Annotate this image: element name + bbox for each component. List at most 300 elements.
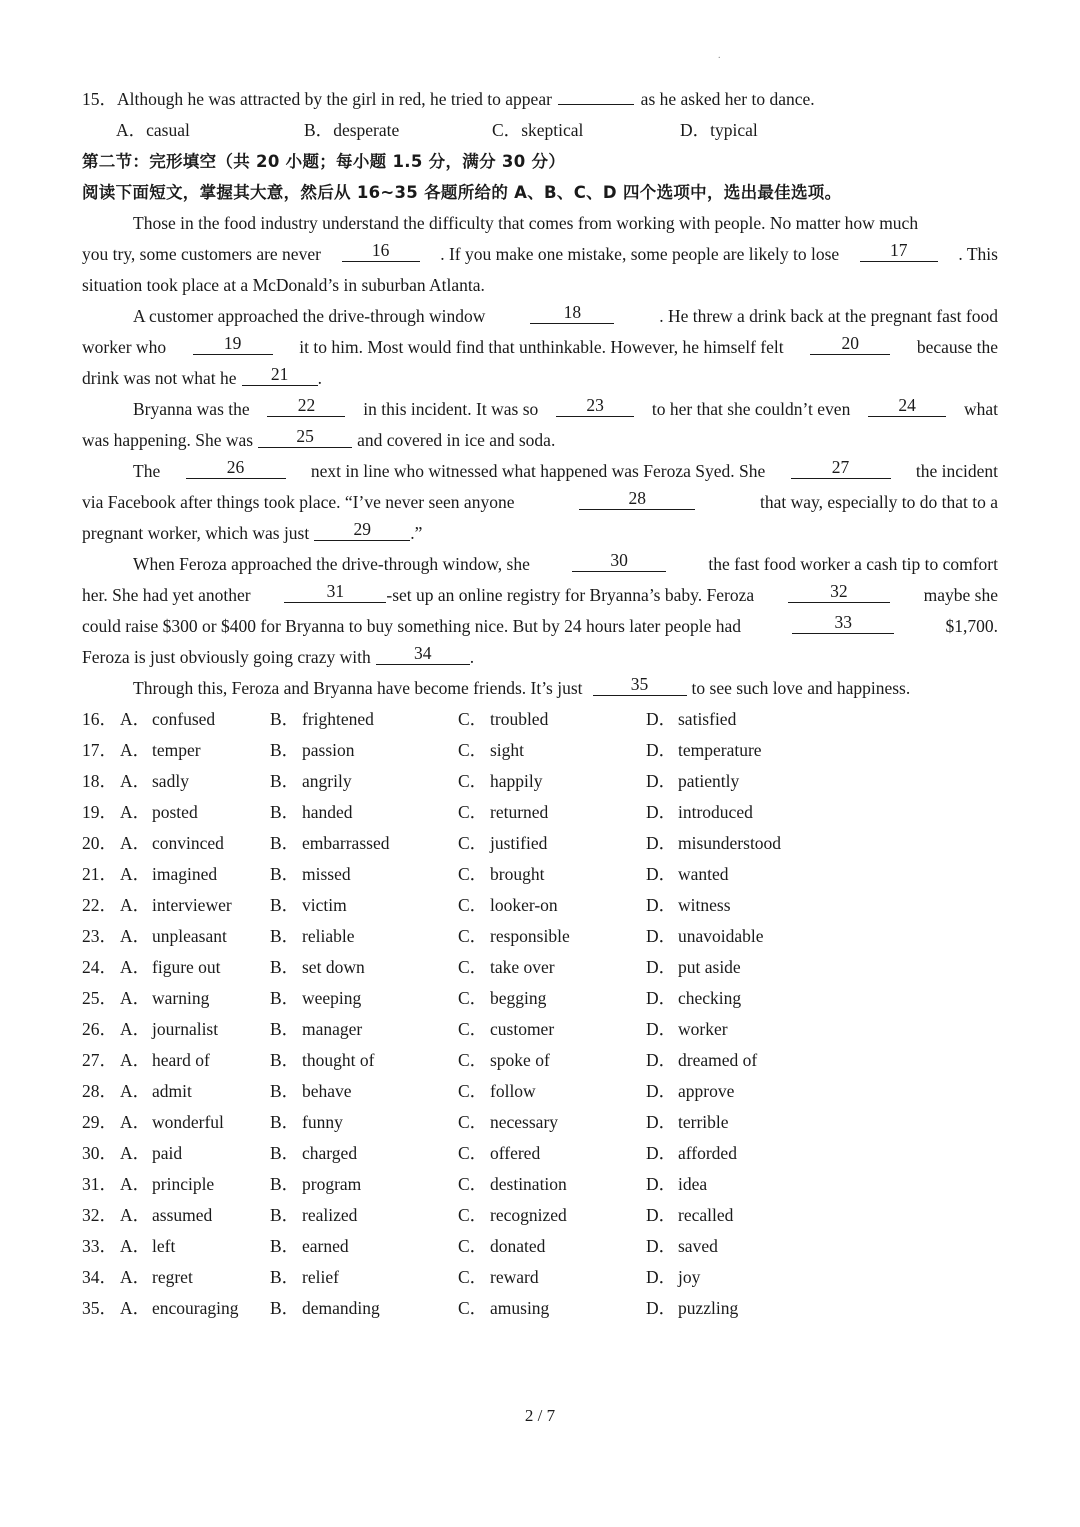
option-text: funny — [302, 1112, 343, 1132]
option-letter: A． — [120, 709, 151, 729]
answer-blank[interactable] — [558, 84, 634, 105]
option-letter: A． — [120, 988, 151, 1008]
option-text: manager — [302, 1019, 363, 1039]
option-d[interactable] — [646, 1200, 846, 1231]
option-a[interactable] — [82, 1262, 270, 1293]
option-c[interactable] — [458, 1076, 646, 1107]
option-letter: A． — [120, 1298, 151, 1318]
option-b[interactable] — [270, 983, 458, 1014]
option-d[interactable] — [646, 1231, 846, 1262]
option-letter: C． — [458, 1081, 488, 1101]
option-a[interactable] — [82, 1231, 270, 1262]
blank-24[interactable]: 24 — [868, 394, 946, 417]
option-letter: C． — [458, 957, 488, 977]
option-a[interactable]: A．casual — [116, 120, 190, 140]
option-letter: B． — [270, 709, 300, 729]
option-a[interactable] — [82, 766, 270, 797]
option-b[interactable] — [270, 890, 458, 921]
option-b[interactable] — [270, 704, 458, 735]
passage-line: drink was not what he 21 . — [82, 364, 322, 388]
option-text: victim — [302, 895, 347, 915]
option-letter: B． — [270, 1205, 300, 1225]
blank-26[interactable]: 26 — [186, 456, 286, 479]
option-letter: D． — [646, 1019, 677, 1039]
option-text: handed — [302, 802, 353, 822]
option-text: weeping — [302, 988, 362, 1008]
blank-32[interactable]: 32 — [788, 580, 890, 603]
option-letter: D． — [646, 1174, 677, 1194]
option-letter: C． — [458, 1267, 488, 1287]
option-c[interactable] — [458, 1169, 646, 1200]
option-a[interactable] — [82, 704, 270, 735]
option-b[interactable] — [270, 1076, 458, 1107]
option-letter: A． — [120, 1081, 151, 1101]
stray-dot: . — [718, 50, 721, 61]
blank-17[interactable]: 17 — [860, 239, 938, 262]
option-text: follow — [490, 1081, 536, 1101]
option-b[interactable]: B．desperate — [304, 120, 400, 140]
option-text: donated — [490, 1236, 546, 1256]
option-letter: B． — [270, 1050, 300, 1070]
option-text: wanted — [678, 864, 729, 884]
question-number: 15． — [82, 89, 117, 109]
stem-text: Although he was attracted by the girl in red, he tried to appear — [117, 89, 552, 109]
section-instruction: 阅读下面短文，掌握其大意，然后从 16~35 各题所给的 A、B、C、D 四个选项中，选出最佳选项。 — [82, 183, 842, 202]
option-text: necessary — [490, 1112, 559, 1132]
question-row — [82, 828, 998, 859]
option-text: destination — [490, 1174, 567, 1194]
option-a[interactable] — [82, 1045, 270, 1076]
question-number: 31． — [82, 1174, 117, 1194]
blank-16[interactable]: 16 — [342, 239, 420, 262]
option-letter: B． — [270, 1081, 300, 1101]
option-b[interactable] — [270, 766, 458, 797]
option-text: offered — [490, 1143, 541, 1163]
option-c[interactable] — [458, 766, 646, 797]
passage-line: When Feroza approached the drive-through window, she 30 the fast food worker a cash tip to comfort — [133, 550, 998, 574]
passage-line: Through this, Feroza and Bryanna have become friends. It’s just 35 to see such love and happiness. — [133, 674, 911, 698]
option-b[interactable] — [270, 1107, 458, 1138]
option-letter: D． — [646, 1236, 677, 1256]
option-d[interactable] — [646, 1138, 846, 1169]
option-a[interactable] — [82, 859, 270, 890]
option-c[interactable] — [458, 828, 646, 859]
option-a[interactable] — [82, 983, 270, 1014]
blank-22[interactable]: 22 — [267, 394, 345, 417]
option-text: troubled — [490, 709, 549, 729]
option-text: warning — [152, 988, 210, 1008]
option-letter: C． — [458, 1050, 488, 1070]
option-d[interactable] — [646, 1014, 846, 1045]
option-d[interactable] — [646, 1076, 846, 1107]
option-c[interactable] — [458, 1138, 646, 1169]
question-number: 23． — [82, 926, 117, 946]
question-row — [82, 1076, 998, 1107]
option-text: convinced — [152, 833, 224, 853]
passage-line: Feroza is just obviously going crazy with 34 . — [82, 643, 475, 667]
option-letter: B． — [270, 926, 300, 946]
option-letter: D． — [646, 1143, 677, 1163]
option-letter: C． — [458, 895, 488, 915]
passage-line: via Facebook after things took place. “I’ve never seen anyone 28 that way, especially to do that to a — [82, 488, 998, 512]
question-number: 24． — [82, 957, 117, 977]
option-d[interactable] — [646, 797, 846, 828]
option-text: looker-on — [490, 895, 558, 915]
option-b[interactable] — [270, 735, 458, 766]
option-text: interviewer — [152, 895, 232, 915]
question-row — [82, 735, 998, 766]
question-number: 28． — [82, 1081, 117, 1101]
blank-30[interactable]: 30 — [572, 549, 666, 572]
option-b[interactable] — [270, 1045, 458, 1076]
option-letter: D． — [646, 988, 677, 1008]
option-letter: B． — [270, 895, 300, 915]
passage-line: was happening. She was 25 and covered in ice and soda. — [82, 426, 556, 450]
question-row — [82, 983, 998, 1014]
option-letter: D． — [646, 709, 677, 729]
blank-31[interactable]: 31 — [284, 580, 386, 603]
option-letter: D． — [646, 1267, 677, 1287]
blank-23[interactable]: 23 — [556, 394, 634, 417]
option-letter: B． — [270, 740, 300, 760]
option-letter: D． — [646, 833, 677, 853]
option-text: program — [302, 1174, 362, 1194]
passage-line: Those in the food industry understand the difficulty that comes from working with people. No matter how much — [133, 213, 919, 233]
option-b[interactable] — [270, 921, 458, 952]
option-letter: D． — [646, 895, 677, 915]
option-text: returned — [490, 802, 549, 822]
question-row — [82, 1231, 998, 1262]
option-b[interactable] — [270, 797, 458, 828]
option-letter: C． — [458, 709, 488, 729]
option-letter: B． — [270, 802, 300, 822]
option-b[interactable] — [270, 1231, 458, 1262]
option-d[interactable]: D．typical — [680, 120, 758, 140]
option-letter: C． — [458, 1112, 488, 1132]
blank-27[interactable]: 27 — [791, 456, 891, 479]
page-content — [82, 84, 998, 1324]
question-number: 26． — [82, 1019, 117, 1039]
option-text: posted — [152, 802, 198, 822]
option-d[interactable] — [646, 735, 846, 766]
option-letter: A． — [120, 1267, 151, 1287]
option-letter: A． — [120, 1019, 151, 1039]
option-text: put aside — [678, 957, 741, 977]
cloze-options-list — [82, 704, 998, 1324]
blank-20[interactable]: 20 — [810, 332, 890, 355]
option-c[interactable] — [458, 890, 646, 921]
blank-25[interactable]: 25 — [258, 425, 352, 448]
option-letter: C． — [458, 802, 488, 822]
question-15-stem — [82, 84, 998, 115]
option-text: wonderful — [152, 1112, 224, 1132]
option-text: confused — [152, 709, 216, 729]
question-number: 35． — [82, 1298, 117, 1318]
option-a[interactable] — [82, 1169, 270, 1200]
option-letter: A． — [120, 1112, 151, 1132]
option-b[interactable] — [270, 1262, 458, 1293]
option-a[interactable] — [82, 797, 270, 828]
option-d[interactable] — [646, 1107, 846, 1138]
option-text: behave — [302, 1081, 352, 1101]
option-text: responsible — [490, 926, 570, 946]
passage-line: her. She had yet another 31 -set up an online registry for Bryanna’s baby. Feroza 32 maybe she — [82, 581, 998, 605]
option-text: misunderstood — [678, 833, 782, 853]
option-letter: D． — [646, 957, 677, 977]
option-text: begging — [490, 988, 547, 1008]
option-a[interactable] — [82, 1293, 270, 1324]
option-d[interactable] — [646, 1262, 846, 1293]
option-text: charged — [302, 1143, 358, 1163]
option-d[interactable] — [646, 1293, 846, 1324]
option-text: temperature — [678, 740, 762, 760]
option-d[interactable] — [646, 859, 846, 890]
question-number: 20． — [82, 833, 117, 853]
option-d[interactable] — [646, 766, 846, 797]
option-letter: D． — [646, 864, 677, 884]
question-row — [82, 1045, 998, 1076]
question-number: 16． — [82, 709, 117, 729]
option-letter: B． — [270, 1112, 300, 1132]
option-d[interactable] — [646, 828, 846, 859]
option-c[interactable] — [458, 1045, 646, 1076]
option-letter: B． — [270, 864, 300, 884]
blank-18[interactable]: 18 — [530, 301, 614, 324]
option-letter: B． — [270, 1267, 300, 1287]
question-number: 19． — [82, 802, 117, 822]
option-letter: A． — [120, 864, 151, 884]
option-letter: C． — [458, 771, 488, 791]
option-letter: C． — [458, 740, 488, 760]
option-c[interactable] — [458, 1293, 646, 1324]
question-number: 29． — [82, 1112, 117, 1132]
option-b[interactable] — [270, 859, 458, 890]
option-text: assumed — [152, 1205, 213, 1225]
option-letter: C． — [458, 1205, 488, 1225]
option-letter: B． — [270, 1143, 300, 1163]
question-row — [82, 1293, 998, 1324]
option-letter: C． — [458, 988, 488, 1008]
option-text: justified — [490, 833, 548, 853]
option-a[interactable] — [82, 1107, 270, 1138]
passage-line: A customer approached the drive-through window 18 . He threw a drink back at the pregnant fast food — [133, 302, 998, 326]
option-a[interactable] — [82, 1138, 270, 1169]
option-letter: C． — [458, 1174, 488, 1194]
blank-28[interactable]: 28 — [579, 487, 695, 510]
option-text: spoke of — [490, 1050, 550, 1070]
option-a[interactable] — [82, 1200, 270, 1231]
option-text: afforded — [678, 1143, 737, 1163]
option-text: figure out — [152, 957, 221, 977]
option-text: sight — [490, 740, 525, 760]
question-row — [82, 1107, 998, 1138]
option-letter: D． — [646, 1112, 677, 1132]
option-letter: A． — [120, 926, 151, 946]
option-text: checking — [678, 988, 742, 1008]
option-d[interactable] — [646, 1169, 846, 1200]
stem-text: as he asked her to dance. — [640, 89, 815, 109]
option-letter: D． — [646, 1081, 677, 1101]
option-letter: A． — [120, 957, 151, 977]
option-d[interactable] — [646, 952, 846, 983]
option-text: admit — [152, 1081, 192, 1101]
blank-21[interactable]: 21 — [242, 363, 318, 386]
option-text: puzzling — [678, 1298, 739, 1318]
question-row — [82, 1169, 998, 1200]
option-c[interactable] — [458, 921, 646, 952]
option-c[interactable] — [458, 952, 646, 983]
option-a[interactable] — [82, 890, 270, 921]
question-row — [82, 766, 998, 797]
option-a[interactable] — [82, 1014, 270, 1045]
option-b[interactable] — [270, 952, 458, 983]
question-row — [82, 952, 998, 983]
question-row — [82, 1262, 998, 1293]
option-text: earned — [302, 1236, 349, 1256]
page-number: 2 / 7 — [524, 1406, 556, 1425]
option-letter: B． — [270, 833, 300, 853]
question-row — [82, 704, 998, 735]
option-text: unavoidable — [678, 926, 764, 946]
option-d[interactable] — [646, 983, 846, 1014]
option-letter: B． — [270, 988, 300, 1008]
question-15-options — [82, 115, 998, 146]
option-text: reward — [490, 1267, 539, 1287]
option-letter: C． — [458, 864, 488, 884]
passage-line: pregnant worker, which was just 29 .” — [82, 519, 423, 543]
option-letter: C． — [458, 1236, 488, 1256]
option-c[interactable] — [458, 1231, 646, 1262]
option-text: thought of — [302, 1050, 375, 1070]
passage-line: Bryanna was the 22 in this incident. It was so 23 to her that she couldn’t even 24 what — [133, 395, 998, 419]
option-letter: D． — [646, 1205, 677, 1225]
option-text: satisfied — [678, 709, 737, 729]
passage-line: situation took place at a McDonald’s in suburban Atlanta. — [82, 275, 485, 295]
option-b[interactable] — [270, 1293, 458, 1324]
passage-line: worker who 19 it to him. Most would find that unthinkable. However, he himself felt 20 because the — [82, 333, 998, 357]
option-b[interactable] — [270, 828, 458, 859]
option-letter: A． — [120, 1050, 151, 1070]
option-c[interactable] — [458, 704, 646, 735]
blank-35[interactable]: 35 — [593, 673, 687, 696]
option-text: brought — [490, 864, 545, 884]
option-text: embarrassed — [302, 833, 390, 853]
option-d[interactable] — [646, 1045, 846, 1076]
option-c[interactable] — [458, 1200, 646, 1231]
option-text: paid — [152, 1143, 183, 1163]
option-c[interactable] — [458, 1107, 646, 1138]
option-letter: A． — [120, 895, 151, 915]
option-c[interactable] — [458, 1014, 646, 1045]
option-letter: D． — [646, 771, 677, 791]
blank-34[interactable]: 34 — [376, 642, 470, 665]
option-text: missed — [302, 864, 351, 884]
option-text: unpleasant — [152, 926, 227, 946]
option-text: demanding — [302, 1298, 380, 1318]
option-letter: C． — [458, 833, 488, 853]
option-a[interactable] — [82, 735, 270, 766]
option-text: introduced — [678, 802, 753, 822]
option-a[interactable] — [82, 1076, 270, 1107]
question-number: 22． — [82, 895, 117, 915]
option-text: take over — [490, 957, 555, 977]
option-c[interactable]: C．skeptical — [492, 120, 584, 140]
blank-33[interactable]: 33 — [792, 611, 894, 634]
option-a[interactable] — [82, 921, 270, 952]
option-text: temper — [152, 740, 201, 760]
option-c[interactable] — [458, 983, 646, 1014]
option-letter: B． — [270, 1019, 300, 1039]
option-letter: D． — [646, 1050, 677, 1070]
question-row — [82, 1200, 998, 1231]
option-text: happily — [490, 771, 543, 791]
blank-19[interactable]: 19 — [193, 332, 273, 355]
question-row — [82, 1138, 998, 1169]
question-row — [82, 890, 998, 921]
question-row — [82, 921, 998, 952]
option-d[interactable] — [646, 921, 846, 952]
option-text: worker — [678, 1019, 728, 1039]
option-a[interactable] — [82, 952, 270, 983]
option-c[interactable] — [458, 735, 646, 766]
option-text: terrible — [678, 1112, 729, 1132]
option-letter: C． — [458, 1143, 488, 1163]
option-text: idea — [678, 1174, 708, 1194]
option-b[interactable] — [270, 1200, 458, 1231]
option-d[interactable] — [646, 890, 846, 921]
question-number: 33． — [82, 1236, 117, 1256]
option-d[interactable] — [646, 704, 846, 735]
option-text: set down — [302, 957, 365, 977]
blank-29[interactable]: 29 — [314, 518, 410, 541]
option-letter: A． — [120, 771, 151, 791]
option-c[interactable] — [458, 1262, 646, 1293]
option-text: approve — [678, 1081, 735, 1101]
option-text: witness — [678, 895, 731, 915]
option-text: principle — [152, 1174, 215, 1194]
option-letter: A． — [120, 833, 151, 853]
option-text: passion — [302, 740, 355, 760]
option-c[interactable] — [458, 797, 646, 828]
passage-line: could raise $300 or $400 for Bryanna to buy something nice. But by 24 hours later people had 33 $1,700. — [82, 612, 998, 636]
question-row — [82, 797, 998, 828]
option-text: realized — [302, 1205, 358, 1225]
option-b[interactable] — [270, 1014, 458, 1045]
option-text: sadly — [152, 771, 189, 791]
option-text: journalist — [152, 1019, 219, 1039]
option-text: patiently — [678, 771, 740, 791]
option-text: reliable — [302, 926, 355, 946]
section-title: 第二节：完形填空（共 20 小题；每小题 1.5 分，满分 30 分） — [82, 152, 566, 171]
question-row — [82, 859, 998, 890]
question-number: 27． — [82, 1050, 117, 1070]
option-b[interactable] — [270, 1138, 458, 1169]
option-text: amusing — [490, 1298, 550, 1318]
option-letter: D． — [646, 926, 677, 946]
option-b[interactable] — [270, 1169, 458, 1200]
option-a[interactable] — [82, 828, 270, 859]
option-text: regret — [152, 1267, 193, 1287]
option-text: left — [152, 1236, 176, 1256]
option-letter: B． — [270, 957, 300, 977]
option-c[interactable] — [458, 859, 646, 890]
passage-line: you try, some customers are never 16 . If you make one mistake, some people are likely to lose 17 . This — [82, 240, 998, 264]
question-number: 30． — [82, 1143, 117, 1163]
option-text: encouraging — [152, 1298, 239, 1318]
option-letter: C． — [458, 926, 488, 946]
option-letter: A． — [120, 1143, 151, 1163]
option-text: angrily — [302, 771, 352, 791]
